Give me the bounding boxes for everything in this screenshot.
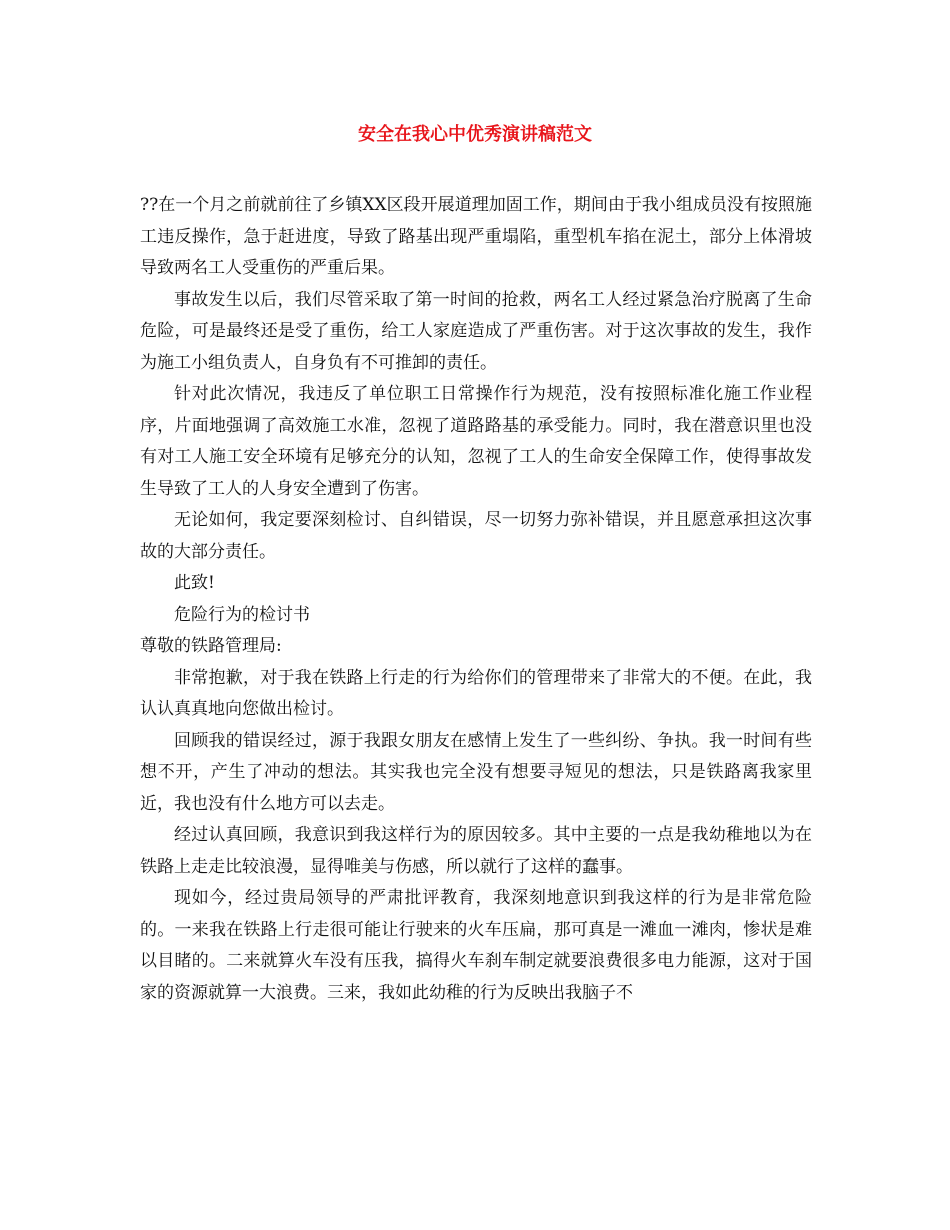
page-title: 安全在我心中优秀演讲稿范文 xyxy=(358,124,592,145)
paragraph-closing: 此致! xyxy=(174,573,215,593)
paragraph-reason: 经过认真回顾，我意识到我这样行为的原因较多。其中主要的一点是我幼稚地以为在铁路上走走比较浪漫，显得唯美与伤感，所以就行了这样的蠢事。 xyxy=(140,825,812,877)
section-heading: 危险行为的检讨书 xyxy=(174,604,310,625)
paragraph-accident: 事故发生以后，我们尽管采取了第一时间的抢救，两名工人经过紧急治疗脱离了生命危险，可是最终还是受了重伤，给工人家庭造成了严重伤害。对于这次事故的发生，我作为施工小组负责人，自身负有不可推卸的责任。 xyxy=(140,289,812,373)
salutation: 尊敬的铁路管理局: xyxy=(140,636,282,656)
paragraph-commitment: 无论如何，我定要深刻检讨、自纠错误，尽一切努力弥补错误，并且愿意承担这次事故的大部分责任。 xyxy=(140,510,812,562)
document-body xyxy=(140,190,812,1009)
paragraph-reflection: 现如今，经过贵局领导的严肃批评教育，我深刻地意识到我这样的行为是非常危险的。一来我在铁路上行走很可能让行驶来的火车压扁，那可真是一滩血一滩肉，惨状是难以目睹的。二来就算火车没有压我，搞得火车刹车制定就要浪费很多电力能源，这对于国家的资源就算一大浪费。三来，我如此幼稚的行为反映出我脑子不 xyxy=(140,888,812,1003)
paragraph-intro: ??在一个月之前就前往了乡镇XX区段开展道理加固工作，期间由于我小组成员没有按照施工违反操作，急于赶进度，导致了路基出现严重塌陷，重型机车掐在泥土，部分上体滑坡导致两名工人受重伤的严重后果。 xyxy=(140,195,812,278)
paragraph-analysis: 针对此次情况，我违反了单位职工日常操作行为规范，没有按照标准化施工作业程序，片面地强调了高效施工水准，忽视了道路路基的承受能力。同时，我在潜意识里也没有对工人施工安全环境有足够充分的认知，忽视了工人的生命安全保障工作，使得事故发生导致了工人的人身安全遭到了伤害。 xyxy=(140,384,812,499)
paragraph-review: 回顾我的错误经过，源于我跟女朋友在感情上发生了一些纠纷、争执。我一时间有些想不开，产生了冲动的想法。其实我也完全没有想要寻短见的想法，只是铁路离我家里近，我也没有什么地方可以去走。 xyxy=(140,730,812,814)
paragraph-apology: 非常抱歉，对于我在铁路上行走的行为给你们的管理带来了非常大的不便。在此，我认认真真地向您做出检讨。 xyxy=(140,667,812,719)
